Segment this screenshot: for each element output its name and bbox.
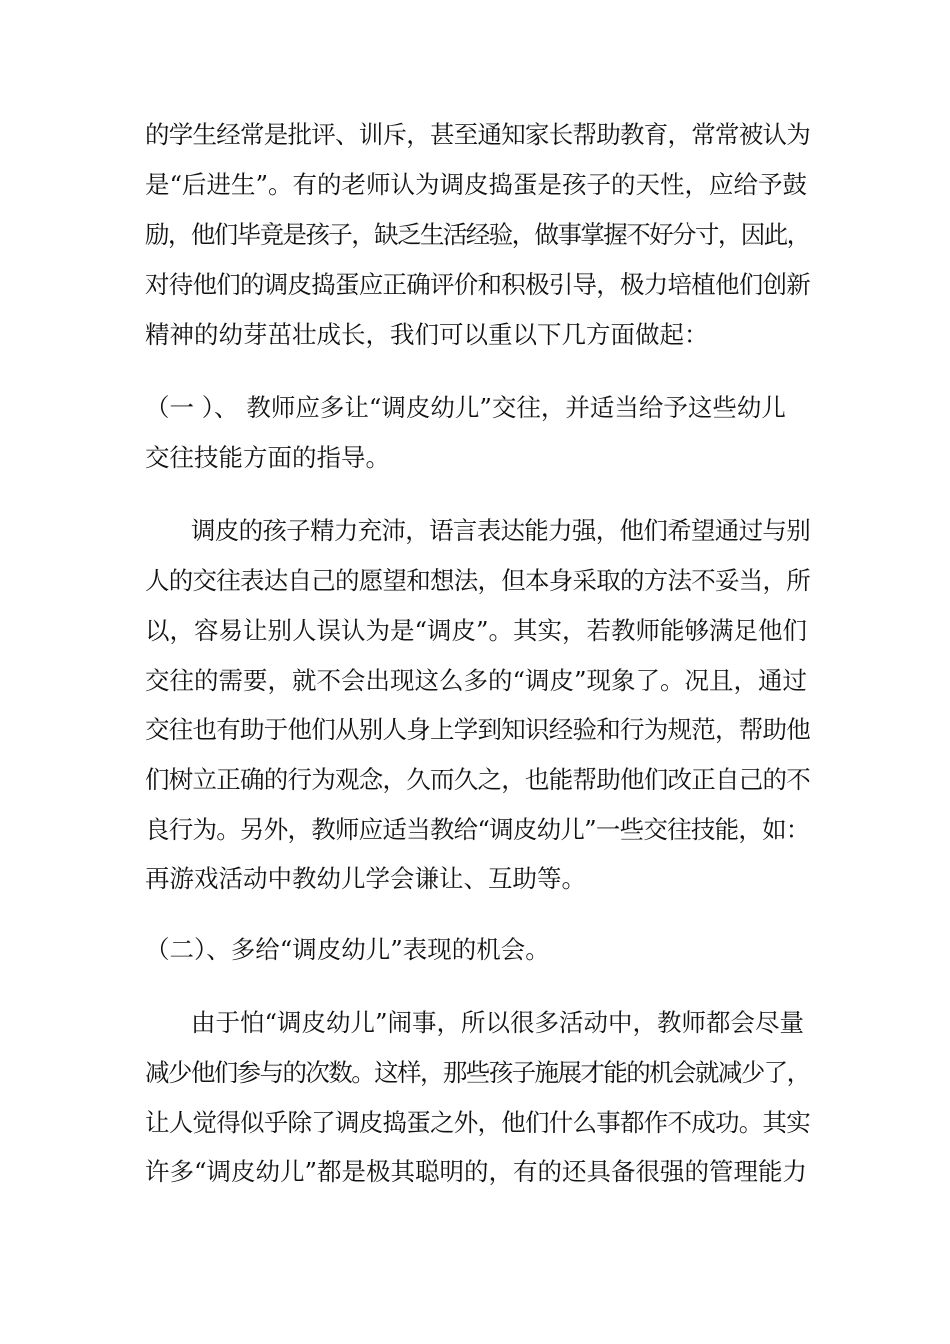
text-line: 的学生经常是批评、训斥，甚至通知家长帮助教育，常常被认为 [145,120,810,149]
text-line: 再游戏活动中教幼儿学会谦让、互助等。 [145,864,586,893]
section-heading-line: （二）、多给“调皮幼儿”表现的机会。 [145,935,550,964]
text-line: 以，容易让别人误认为是“调皮”。其实，若教师能够满足他们 [145,616,808,645]
text-line: 励，他们毕竟是孩子，缺乏生活经验，做事掌握不好分寸，因此， [145,220,810,249]
text-line: 对待他们的调皮捣蛋应正确评价和积极引导，极力培植他们创新 [145,270,810,299]
text-line: 人的交往表达自己的愿望和想法，但本身采取的方法不妥当，所 [145,566,810,595]
text-line: 良行为。另外，教师应适当教给“调皮幼儿”一些交往技能，如： [145,815,810,844]
section-heading-line: （一 ）、 教师应多让“调皮幼儿”交往，并适当给予这些幼儿 [145,393,786,422]
text-line: 调皮的孩子精力充沛，语言表达能力强，他们希望通过与别 [191,516,810,545]
text-line: 让人觉得似乎除了调皮捣蛋之外，他们什么事都作不成功。其实 [145,1108,810,1137]
text-line: 减少他们参与的次数。这样，那些孩子施展才能的机会就减少了， [145,1058,810,1087]
text-line: 交往的需要，就不会出现这么多的“调皮”现象了。况且，通过 [145,666,808,695]
text-line: 交往也有助于他们从别人身上学到知识经验和行为规范，帮助他 [145,715,810,744]
text-line: 由于怕“调皮幼儿”闹事，所以很多活动中，教师都会尽量 [191,1008,805,1037]
section-heading-line: 交往技能方面的指导。 [145,443,390,472]
text-line: 精神的幼芽茁壮成长，我们可以重以下几方面做起： [145,320,709,349]
text-line: 是“后进生”。有的老师认为调皮捣蛋是孩子的天性，应给予鼓 [145,170,808,199]
text-line: 许多“调皮幼儿”都是极其聪明的，有的还具备很强的管理能力 [145,1157,808,1186]
text-line: 们树立正确的行为观念，久而久之，也能帮助他们改正自己的不 [145,765,810,794]
